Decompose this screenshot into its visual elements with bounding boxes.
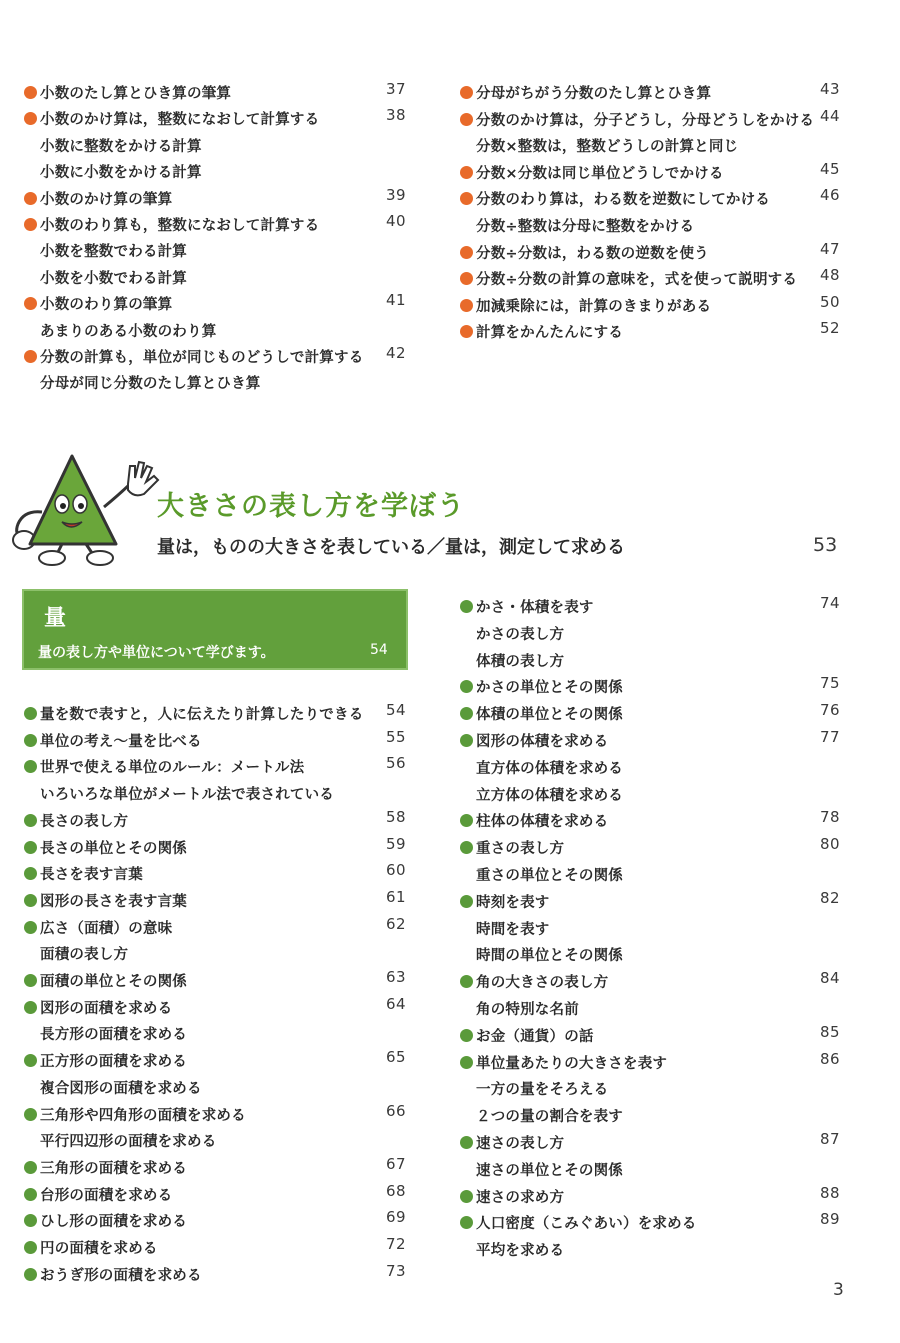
toc-entry — [460, 135, 738, 156]
bullet-icon — [24, 218, 37, 231]
bullet-icon — [460, 707, 473, 720]
toc-entry-page: 87 — [820, 1130, 841, 1148]
toc-entry-page: 85 — [820, 1023, 841, 1041]
toc-entry-title: 三角形や四角形の面積を求める — [40, 1108, 246, 1124]
toc-entry-title: 単位の考え～量を比べる — [40, 734, 202, 750]
toc-entry — [460, 918, 550, 939]
bullet-icon — [24, 1054, 37, 1067]
toc-entry-title: 計算をかんたんにする — [476, 325, 623, 341]
toc-entry-page: 84 — [820, 969, 841, 987]
toc-entry-page: 63 — [386, 968, 407, 986]
bullet-icon — [460, 113, 473, 126]
toc-entry — [24, 997, 172, 1018]
toc-entry-page: 50 — [820, 293, 841, 311]
toc-entry — [24, 320, 216, 341]
bullet-icon — [24, 1108, 37, 1121]
toc-entry-title: 時間の単位とその関係 — [476, 948, 623, 964]
bullet-icon — [460, 975, 473, 988]
toc-entry-title: 時間を表す — [476, 922, 550, 938]
bullet-icon — [460, 680, 473, 693]
toc-entry — [460, 676, 623, 697]
toc-entry — [460, 596, 594, 617]
toc-entry-title: 速さの表し方 — [476, 1136, 565, 1152]
bullet-icon — [460, 1136, 473, 1149]
toc-entry-page: 76 — [820, 701, 841, 719]
toc-entry — [24, 1050, 187, 1071]
toc-entry-page: 39 — [386, 186, 407, 204]
toc-entry — [24, 1077, 202, 1098]
toc-entry-title: 分数のかけ算は，分子どうし，分母どうしをかける — [476, 113, 815, 129]
toc-entry — [24, 108, 319, 129]
bullet-icon — [460, 600, 473, 613]
toc-entry-page: 45 — [820, 160, 841, 178]
toc-entry-page: 72 — [386, 1235, 407, 1253]
chapter-title: 大きさの表し方を学ぼう — [157, 491, 465, 522]
toc-entry-title: 速さの求め方 — [476, 1190, 565, 1206]
bullet-icon — [460, 1029, 473, 1042]
toc-entry — [460, 109, 814, 130]
toc-entry — [460, 998, 579, 1019]
toc-entry-title: 小数のわり算の筆算 — [40, 297, 173, 313]
toc-entry-page: 55 — [386, 728, 407, 746]
toc-entry-title: かさの単位とその関係 — [476, 680, 623, 696]
bullet-icon — [460, 246, 473, 259]
bullet-icon — [460, 299, 473, 312]
toc-entry — [24, 1237, 158, 1258]
bullet-icon — [460, 325, 473, 338]
toc-entry-title: 小数に小数をかける計算 — [40, 165, 202, 181]
toc-entry-page: 42 — [386, 344, 407, 362]
bullet-icon — [460, 841, 473, 854]
bullet-icon — [460, 1190, 473, 1203]
toc-entry-title: 量を数で表すと，人に伝えたり計算したりできる — [40, 707, 364, 723]
toc-entry-page: 41 — [386, 291, 407, 309]
section-title: 量 — [44, 606, 67, 631]
toc-entry — [24, 293, 172, 314]
toc-entry — [460, 971, 608, 992]
bullet-icon — [460, 192, 473, 205]
toc-entry-title: 一方の量をそろえる — [476, 1082, 609, 1098]
toc-entry — [460, 1186, 564, 1207]
bullet-icon — [24, 297, 37, 310]
toc-entry — [460, 944, 623, 965]
toc-entry — [460, 215, 694, 236]
toc-entry-title: 長さを表す言葉 — [40, 867, 143, 883]
toc-entry-page: 62 — [386, 915, 407, 933]
bullet-icon — [24, 760, 37, 773]
toc-entry-page: 48 — [820, 266, 841, 284]
toc-entry-page: 74 — [820, 594, 841, 612]
toc-entry — [24, 82, 231, 103]
bullet-icon — [24, 192, 37, 205]
toc-entry-title: 三角形の面積を求める — [40, 1161, 187, 1177]
triangle-mascot-icon — [4, 452, 164, 567]
section-description: 量の表し方や単位について学びます。 — [38, 645, 275, 661]
bullet-icon — [24, 1188, 37, 1201]
toc-entry-title: 分数の計算も，単位が同じものどうしで計算する — [40, 350, 364, 366]
page-number: 3 — [833, 1280, 844, 1300]
toc-entry-title: 分数×分数は同じ単位どうしでかける — [476, 166, 724, 182]
toc-entry — [460, 891, 550, 912]
toc-entry-title: 正方形の面積を求める — [40, 1054, 187, 1070]
toc-entry-title: 円の面積を求める — [40, 1241, 158, 1257]
bullet-icon — [24, 1214, 37, 1227]
toc-entry-page: 69 — [386, 1208, 407, 1226]
toc-entry — [24, 1023, 187, 1044]
bullet-icon — [24, 921, 37, 934]
toc-entry-title: 広さ（面積）の意味 — [40, 921, 173, 937]
toc-entry-page: 54 — [386, 701, 407, 719]
toc-entry-title: 柱体の体積を求める — [476, 814, 609, 830]
toc-entry-title: 図形の長さを表す言葉 — [40, 894, 187, 910]
toc-entry — [460, 188, 770, 209]
toc-entry — [460, 703, 623, 724]
toc-entry-page: 52 — [820, 319, 841, 337]
toc-entry-title: 小数を整数でわる計算 — [40, 244, 187, 260]
toc-entry — [24, 810, 128, 831]
toc-entry — [460, 1212, 697, 1233]
toc-entry — [24, 240, 187, 261]
toc-entry-title: 速さの単位とその関係 — [476, 1163, 623, 1179]
toc-entry-title: 複合図形の面積を求める — [40, 1081, 202, 1097]
toc-entry-title: 長方形の面積を求める — [40, 1027, 187, 1043]
toc-entry — [460, 1052, 667, 1073]
toc-entry-page: 77 — [820, 728, 841, 746]
toc-entry — [24, 837, 187, 858]
toc-entry-title: 重さの表し方 — [476, 841, 565, 857]
toc-entry-title: 図形の面積を求める — [40, 1001, 173, 1017]
toc-entry-page: 82 — [820, 889, 841, 907]
bullet-icon — [24, 350, 37, 363]
toc-entry-page: 75 — [820, 674, 841, 692]
bullet-icon — [460, 166, 473, 179]
toc-entry-page: 64 — [386, 995, 407, 1013]
toc-entry-title: いろいろな単位がメートル法で表されている — [40, 787, 334, 803]
toc-entry — [24, 917, 172, 938]
bullet-icon — [24, 814, 37, 827]
toc-entry — [24, 783, 334, 804]
toc-entry-title: あまりのある小数のわり算 — [40, 324, 217, 340]
section-page-number: 54 — [370, 642, 388, 658]
toc-entry-title: 小数に整数をかける計算 — [40, 139, 202, 155]
toc-entry-title: 小数のたし算とひき算の筆算 — [40, 86, 232, 102]
toc-entry-title: ２つの量の割合を表す — [476, 1109, 623, 1125]
toc-entry — [460, 837, 564, 858]
toc-entry-page: 78 — [820, 808, 841, 826]
toc-entry — [460, 82, 711, 103]
toc-entry-title: 小数のわり算も，整数になおして計算する — [40, 218, 320, 234]
bullet-icon — [24, 841, 37, 854]
toc-entry — [24, 267, 187, 288]
toc-entry — [24, 1157, 187, 1178]
toc-entry-title: 小数のかけ算の筆算 — [40, 192, 173, 208]
toc-entry-title: 長さの単位とその関係 — [40, 841, 187, 857]
toc-entry-title: 分数のわり算は，わる数を逆数にしてかける — [476, 192, 770, 208]
toc-entry-title: かさ・体積を表す — [476, 600, 594, 616]
toc-entry — [24, 703, 363, 724]
toc-entry-title: 小数のかけ算は，整数になおして計算する — [40, 112, 320, 128]
chapter-subtitle: 量は，ものの大きさを表している／量は，測定して求める — [157, 537, 625, 558]
toc-entry — [460, 864, 623, 885]
toc-entry-title: 角の特別な名前 — [476, 1002, 579, 1018]
toc-entry — [460, 162, 724, 183]
toc-entry — [24, 372, 261, 393]
toc-entry — [24, 346, 363, 367]
toc-entry — [460, 321, 623, 342]
toc-entry-title: 体積の単位とその関係 — [476, 707, 623, 723]
bullet-icon — [24, 1241, 37, 1254]
toc-entry — [460, 268, 797, 289]
toc-entry-title: 小数を小数でわる計算 — [40, 271, 187, 287]
toc-entry — [24, 161, 202, 182]
toc-entry-title: お金（通貨）の話 — [476, 1029, 594, 1045]
toc-entry-title: おうぎ形の面積を求める — [40, 1268, 202, 1284]
toc-entry-title: 分数÷分数は，わる数の逆数を使う — [476, 246, 709, 262]
toc-entry-title: 分母が同じ分数のたし算とひき算 — [40, 376, 261, 392]
toc-entry — [460, 784, 623, 805]
toc-entry-page: 67 — [386, 1155, 407, 1173]
toc-entry-title: 分数÷分数の計算の意味を，式を使って説明する — [476, 272, 798, 288]
toc-entry — [460, 242, 709, 263]
toc-entry-title: 分母がちがう分数のたし算とひき算 — [476, 86, 712, 102]
toc-entry — [460, 757, 623, 778]
toc-entry-title: 面積の表し方 — [40, 947, 129, 963]
toc-entry — [460, 1239, 564, 1260]
section-header-box — [22, 589, 408, 670]
toc-entry-page: 86 — [820, 1050, 841, 1068]
toc-entry-page: 56 — [386, 754, 407, 772]
toc-entry-title: 世界で使える単位のルール：メートル法 — [40, 760, 305, 776]
toc-entry-page: 73 — [386, 1262, 407, 1280]
bullet-icon — [24, 1268, 37, 1281]
bullet-icon — [24, 894, 37, 907]
toc-entry-page: 68 — [386, 1182, 407, 1200]
toc-entry — [460, 1132, 564, 1153]
toc-entry — [24, 1264, 202, 1285]
toc-entry-title: 重さの単位とその関係 — [476, 868, 623, 884]
toc-entry-page: 61 — [386, 888, 407, 906]
toc-entry-title: 体積の表し方 — [476, 654, 565, 670]
toc-entry-title: ひし形の面積を求める — [40, 1214, 187, 1230]
bullet-icon — [24, 1001, 37, 1014]
toc-entry — [24, 970, 187, 991]
bullet-icon — [24, 1161, 37, 1174]
toc-entry-title: 直方体の体積を求める — [476, 761, 623, 777]
toc-entry — [24, 756, 304, 777]
toc-entry — [24, 1130, 216, 1151]
toc-entry-title: 平行四辺形の面積を求める — [40, 1134, 217, 1150]
toc-entry-title: 時刻を表す — [476, 895, 550, 911]
toc-entry — [24, 1184, 172, 1205]
toc-entry-page: 40 — [386, 212, 407, 230]
toc-entry-page: 65 — [386, 1048, 407, 1066]
toc-entry-title: 加減乗除には，計算のきまりがある — [476, 299, 712, 315]
toc-entry — [460, 1025, 594, 1046]
bullet-icon — [460, 272, 473, 285]
toc-entry-page: 89 — [820, 1210, 841, 1228]
bullet-icon — [24, 734, 37, 747]
bullet-icon — [24, 86, 37, 99]
bullet-icon — [24, 974, 37, 987]
toc-entry-title: 立方体の体積を求める — [476, 788, 623, 804]
toc-entry-title: 図形の体積を求める — [476, 734, 609, 750]
toc-entry-page: 58 — [386, 808, 407, 826]
toc-entry-page: 59 — [386, 835, 407, 853]
bullet-icon — [460, 1056, 473, 1069]
toc-entry — [24, 135, 202, 156]
toc-entry — [460, 1078, 608, 1099]
toc-entry — [24, 943, 128, 964]
toc-entry — [460, 1159, 623, 1180]
toc-entry — [24, 1210, 187, 1231]
toc-entry — [24, 863, 143, 884]
toc-entry-page: 43 — [820, 80, 841, 98]
toc-entry-page: 46 — [820, 186, 841, 204]
toc-entry-title: 台形の面積を求める — [40, 1188, 173, 1204]
toc-entry — [24, 188, 172, 209]
toc-entry — [460, 810, 608, 831]
toc-entry-title: 平均を求める — [476, 1243, 565, 1259]
toc-entry-title: 長さの表し方 — [40, 814, 129, 830]
toc-entry — [24, 1104, 246, 1125]
toc-entry — [460, 623, 564, 644]
chapter-page-number: 53 — [813, 534, 838, 556]
toc-entry — [460, 650, 564, 671]
toc-entry-page: 38 — [386, 106, 407, 124]
bullet-icon — [460, 86, 473, 99]
toc-entry-page: 47 — [820, 240, 841, 258]
toc-entry — [24, 214, 319, 235]
bullet-icon — [460, 734, 473, 747]
toc-entry-page: 44 — [820, 107, 841, 125]
toc-entry — [460, 730, 608, 751]
bullet-icon — [460, 814, 473, 827]
toc-entry-page: 88 — [820, 1184, 841, 1202]
toc-entry-page: 66 — [386, 1102, 407, 1120]
toc-entry-title: 人口密度（こみぐあい）を求める — [476, 1216, 697, 1232]
bullet-icon — [24, 707, 37, 720]
toc-entry-title: 角の大きさの表し方 — [476, 975, 609, 991]
bullet-icon — [460, 1216, 473, 1229]
toc-entry-page: 37 — [386, 80, 407, 98]
toc-entry — [460, 295, 711, 316]
toc-entry-title: 単位量あたりの大きさを表す — [476, 1056, 668, 1072]
toc-entry-title: 分数÷整数は分母に整数をかける — [476, 219, 695, 235]
toc-entry — [24, 890, 187, 911]
toc-entry — [460, 1105, 623, 1126]
toc-entry-title: 分数×整数は，整数どうしの計算と同じ — [476, 139, 739, 155]
bullet-icon — [24, 867, 37, 880]
toc-entry-page: 60 — [386, 861, 407, 879]
bullet-icon — [24, 112, 37, 125]
toc-entry-page: 80 — [820, 835, 841, 853]
bullet-icon — [460, 895, 473, 908]
toc-entry — [24, 730, 202, 751]
toc-entry-title: かさの表し方 — [476, 627, 565, 643]
toc-entry-title: 面積の単位とその関係 — [40, 974, 187, 990]
